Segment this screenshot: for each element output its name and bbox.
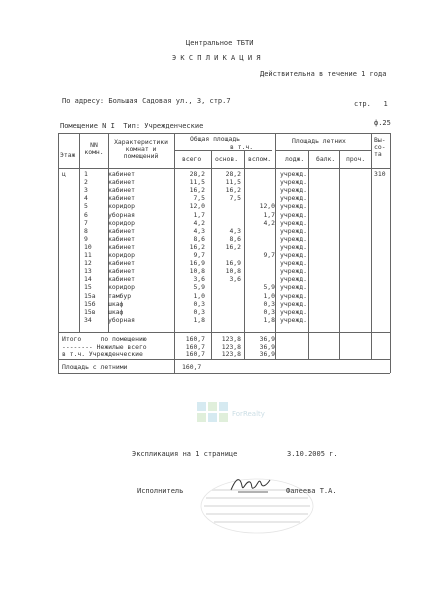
room-number: 15в	[84, 307, 96, 316]
col-other: проч.	[346, 155, 366, 163]
room-aux-area: 1,8	[263, 315, 275, 324]
room-type: учрежд.	[280, 202, 307, 211]
room-total-area: 7,5	[193, 194, 205, 203]
room-number: 15а	[84, 291, 96, 300]
watermark-logo	[195, 398, 290, 426]
room-name: коридор	[108, 218, 135, 227]
col-total: всего	[182, 155, 202, 163]
col-main: основ.	[215, 155, 239, 163]
room-name: тамбур	[108, 291, 132, 300]
room-type: учрежд.	[280, 178, 307, 187]
room-number: 34	[84, 315, 92, 324]
premises-type: Помещение N I Тип: Учрежденческие	[60, 122, 204, 130]
totals-total: 160,7	[185, 342, 205, 351]
room-main-area: 16,2	[225, 186, 241, 195]
col-aux: вспом.	[248, 155, 272, 163]
room-type: учрежд.	[280, 218, 307, 227]
room-type: учрежд.	[280, 226, 307, 235]
room-total-area: 16,2	[189, 186, 205, 195]
room-main-area: 4,3	[229, 226, 241, 235]
totals-total: 160,7	[185, 350, 205, 358]
room-main-area: 8,6	[229, 234, 241, 243]
room-name: кабинет	[108, 170, 135, 178]
room-name: кабинет	[108, 194, 135, 203]
totals-aux: 36,9	[259, 350, 275, 358]
address: По адресу: Большая Садовая ул., 3, стр.7	[62, 97, 231, 105]
room-type: учрежд.	[280, 259, 307, 268]
watermark-text: ForRealty	[232, 410, 265, 418]
room-type: учрежд.	[280, 307, 307, 316]
totals-label: в т.ч. Учрежденческие	[62, 350, 143, 358]
totals-label: -------- Нежилые всего	[62, 342, 147, 351]
col-nn: NN комн.	[84, 141, 104, 156]
room-main-area: 10,8	[225, 267, 241, 276]
room-total-area: 3,6	[193, 275, 205, 284]
room-name: шкаф	[108, 299, 124, 308]
room-main-area: 16,2	[225, 242, 241, 251]
executor-name: Фалеева Т.А.	[286, 487, 337, 495]
room-type: учрежд.	[280, 186, 307, 195]
org-name: Центральное ТБТИ	[186, 39, 254, 47]
room-total-area: 4,3	[193, 226, 205, 235]
room-number: 2	[84, 178, 88, 187]
room-number: 5	[84, 202, 88, 211]
room-total-area: 10,8	[189, 267, 205, 276]
floor-value: ц	[62, 170, 66, 178]
col-incl: в т.ч.	[230, 143, 254, 151]
room-number: 13	[84, 267, 92, 276]
document-date: 3.10.2005 г.	[287, 450, 338, 458]
col-floor: Этаж	[60, 151, 76, 159]
room-type: учрежд.	[280, 275, 307, 284]
room-main-area: 3,6	[229, 275, 241, 284]
page-number: стр. 1	[354, 100, 388, 108]
room-type: учрежд.	[280, 170, 307, 178]
room-name: кабинет	[108, 186, 135, 195]
room-type: учрежд.	[280, 315, 307, 324]
room-total-area: 4,2	[193, 218, 205, 227]
room-type: учрежд.	[280, 251, 307, 259]
room-name: кабинет	[108, 267, 135, 276]
room-name: кабинет	[108, 234, 135, 243]
room-total-area: 1,0	[193, 291, 205, 300]
col-balcony: балк.	[316, 155, 336, 163]
document-title: Э К С П Л И К А Ц И Я	[172, 54, 261, 62]
totals-aux: 36,9	[259, 335, 275, 343]
summer-total-label: Площадь с летними	[62, 363, 128, 371]
room-aux-area: 1,0	[263, 291, 275, 300]
room-total-area: 16,9	[189, 259, 205, 268]
room-total-area: 8,6	[193, 234, 205, 243]
totals-aux: 36,9	[259, 342, 275, 351]
room-main-area: 11,5	[225, 178, 241, 187]
room-type: учрежд.	[280, 283, 307, 292]
height-value: 310	[374, 170, 386, 178]
room-number: 9	[84, 234, 88, 243]
summer-total-value: 160,7	[182, 363, 202, 371]
room-total-area: 0,3	[193, 299, 205, 308]
room-number: 15	[84, 283, 92, 292]
validity-note: Действительна в течение 1 года	[260, 70, 387, 78]
col-summer-area: Площадь летних	[292, 137, 346, 145]
totals-main: 123,8	[221, 335, 241, 343]
room-type: учрежд.	[280, 210, 307, 219]
room-aux-area: 5,9	[263, 283, 275, 292]
room-aux-area: 0,3	[263, 307, 275, 316]
form-number: ф.25	[374, 119, 391, 127]
room-type: учрежд.	[280, 194, 307, 203]
room-total-area: 12,0	[189, 202, 205, 211]
room-total-area: 16,2	[189, 242, 205, 251]
room-main-area: 7,5	[229, 194, 241, 203]
room-aux-area: 0,3	[263, 299, 275, 308]
room-name: уборная	[108, 210, 135, 219]
room-aux-area: 9,7	[263, 251, 275, 259]
room-total-area: 0,3	[193, 307, 205, 316]
room-total-area: 28,2	[189, 170, 205, 178]
room-main-area: 16,9	[225, 259, 241, 268]
room-number: 14	[84, 275, 92, 284]
room-name: коридор	[108, 251, 135, 259]
col-total-area: Общая площадь	[190, 135, 241, 143]
room-aux-area: 1,7	[263, 210, 275, 219]
room-name: коридор	[108, 283, 135, 292]
room-number: 3	[84, 186, 88, 195]
room-name: кабинет	[108, 242, 135, 251]
room-number: 11	[84, 251, 92, 259]
room-total-area: 9,7	[193, 251, 205, 259]
col-height: Вы- со- та	[374, 136, 386, 158]
col-characteristics: Характеристики комнат и помещений	[114, 138, 168, 160]
room-main-area: 28,2	[225, 170, 241, 178]
room-number: 8	[84, 226, 88, 235]
totals-label: Итого по помещению	[62, 335, 147, 343]
room-total-area: 11,5	[189, 178, 205, 187]
executor-label: Исполнитель	[137, 487, 184, 495]
room-name: коридор	[108, 202, 135, 211]
room-aux-area: 4,2	[263, 218, 275, 227]
room-total-area: 5,9	[193, 283, 205, 292]
room-type: учрежд.	[280, 242, 307, 251]
room-number: 10	[84, 242, 92, 251]
room-name: кабинет	[108, 259, 135, 268]
room-total-area: 1,8	[193, 315, 205, 324]
room-type: учрежд.	[280, 267, 307, 276]
room-number: 12	[84, 259, 92, 268]
totals-main: 123,8	[221, 342, 241, 351]
totals-main: 123,8	[221, 350, 241, 358]
room-number: 1	[84, 170, 88, 178]
stamp	[198, 476, 316, 536]
room-name: шкаф	[108, 307, 124, 316]
room-type: учрежд.	[280, 299, 307, 308]
room-name: кабинет	[108, 226, 135, 235]
col-loggia: лодж.	[285, 155, 305, 163]
room-type: учрежд.	[280, 234, 307, 243]
room-name: кабинет	[108, 178, 135, 187]
room-number: 7	[84, 218, 88, 227]
room-number: 6	[84, 210, 88, 219]
totals-total: 160,7	[185, 335, 205, 343]
room-number: 15б	[84, 299, 96, 308]
pages-note: Экспликация на 1 странице	[132, 450, 238, 458]
room-aux-area: 12,0	[259, 202, 275, 211]
room-type: учрежд.	[280, 291, 307, 300]
room-name: уборная	[108, 315, 135, 324]
room-number: 4	[84, 194, 88, 203]
room-name: кабинет	[108, 275, 135, 284]
room-total-area: 1,7	[193, 210, 205, 219]
